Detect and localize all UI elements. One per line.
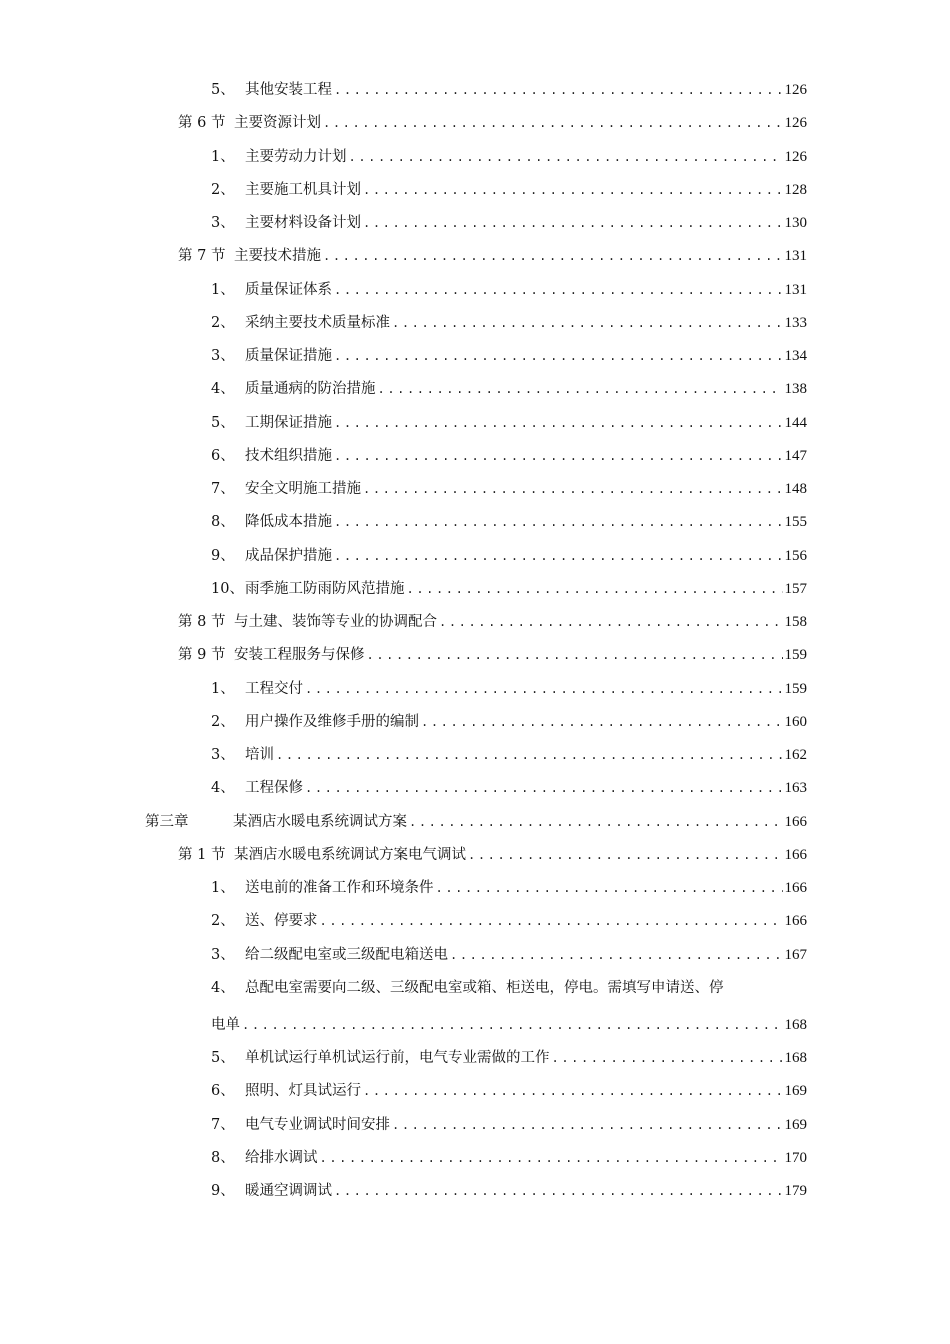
toc-entry-page-number: 167 [784, 946, 807, 963]
toc-entry-number: 1、 [211, 880, 235, 896]
toc-entry[interactable] [0, 506, 950, 539]
dot-leader [363, 174, 783, 207]
toc-entry-number: 6、 [211, 447, 235, 464]
toc-entry-page-number: 168 [784, 1016, 807, 1033]
dot-leader [363, 207, 783, 240]
toc-entry[interactable] [0, 540, 950, 573]
toc-entry-page-number: 162 [784, 747, 807, 763]
toc-entry[interactable] [0, 440, 950, 473]
toc-entry-page-number: 166 [784, 880, 807, 896]
toc-entry-number: 2、 [211, 314, 235, 331]
toc-entry[interactable] [0, 407, 950, 440]
toc-entry-number: 10、 [211, 580, 244, 597]
toc-entry[interactable] [0, 141, 950, 174]
toc-entry-page-number: 159 [784, 647, 807, 664]
toc-entry-page-number: 128 [784, 181, 807, 198]
toc-entry[interactable] [0, 1075, 950, 1108]
toc-entry-number: 6、 [211, 1083, 235, 1100]
toc-entry[interactable] [0, 1042, 950, 1075]
toc-entry-page-number: 130 [784, 215, 807, 231]
toc-entry-title: 送、停要求 [245, 913, 318, 930]
dot-leader [450, 939, 783, 972]
toc-entry-number: 3、 [211, 348, 235, 364]
toc-entry-title: 单机试运行单机试运行前，电气专业需做的工作 [245, 1050, 550, 1066]
toc-entry-page-number: 156 [784, 547, 807, 564]
toc-entry-title: 暖通空调调试 [245, 1183, 332, 1199]
table-of-contents [0, 74, 950, 1208]
dot-leader [334, 440, 783, 473]
toc-entry-page-number: 155 [784, 514, 807, 531]
dot-leader [305, 673, 783, 706]
toc-entry-number: 2、 [211, 713, 235, 730]
toc-entry-title: 质量保证措施 [245, 348, 332, 364]
toc-entry-page-number: 131 [784, 248, 807, 265]
toc-entry-number: 2、 [211, 181, 235, 198]
dot-leader [334, 74, 783, 107]
toc-entry[interactable] [0, 1142, 950, 1175]
toc-entry[interactable] [0, 473, 950, 506]
dot-leader [363, 473, 783, 506]
toc-entry-number: 4、 [211, 381, 235, 398]
toc-entry[interactable] [0, 107, 950, 140]
toc-entry-title: 成品保护措施 [245, 547, 332, 564]
toc-entry-title: 培训 [245, 747, 274, 763]
dot-leader [367, 639, 783, 672]
toc-entry-number: 1、 [211, 148, 235, 165]
dot-leader [334, 540, 783, 573]
toc-entry[interactable] [0, 373, 950, 406]
toc-entry-number: 1、 [211, 281, 235, 298]
toc-entry-title: 某酒店水暖电系统调试方案 [233, 813, 407, 830]
toc-entry-title: 送电前的准备工作和环境条件 [245, 880, 434, 896]
toc-entry-title: 其他安装工程 [245, 82, 332, 98]
toc-entry[interactable] [0, 739, 950, 772]
toc-entry-number: 2、 [211, 913, 235, 930]
toc-entry-page-number: 160 [784, 713, 807, 730]
toc-entry-number: 5、 [211, 414, 235, 431]
toc-entry-number: 第 7 节 [178, 248, 226, 265]
toc-entry-page-number: 138 [784, 381, 807, 398]
toc-entry[interactable] [0, 1175, 950, 1208]
toc-entry-title: 雨季施工防雨防风范措施 [245, 580, 405, 597]
toc-entry[interactable] [0, 939, 950, 972]
toc-entry-page-number: 131 [784, 281, 807, 298]
toc-entry-number: 3、 [211, 747, 235, 763]
dot-leader [320, 1142, 783, 1175]
toc-entry-page-number: 157 [784, 580, 807, 597]
dot-leader [439, 606, 783, 639]
toc-entry-title: 用户操作及维修手册的编制 [245, 713, 419, 730]
toc-entry[interactable] [0, 839, 950, 872]
toc-entry-number: 9、 [211, 1183, 235, 1199]
toc-entry[interactable] [0, 872, 950, 905]
toc-entry-page-number: 166 [784, 813, 807, 830]
toc-entry-number: 7、 [211, 1116, 235, 1133]
toc-entry-page-number: 144 [784, 414, 807, 431]
dot-leader [392, 1109, 783, 1142]
dot-leader [334, 407, 783, 440]
dot-leader [334, 1175, 783, 1208]
toc-entry-title: 电气专业调试时间安排 [245, 1116, 390, 1133]
toc-entry-page-number: 158 [784, 614, 807, 630]
toc-entry[interactable] [0, 1109, 950, 1142]
toc-entry-title: 工程交付 [245, 680, 303, 697]
toc-entry-title: 质量通病的防治措施 [245, 381, 376, 398]
toc-entry[interactable] [0, 340, 950, 373]
toc-entry-title: 主要技术措施 [234, 248, 321, 265]
toc-entry[interactable] [0, 972, 950, 1009]
toc-entry[interactable] [0, 806, 950, 839]
toc-entry[interactable] [0, 772, 950, 805]
toc-entry-page-number: 147 [784, 447, 807, 464]
toc-entry-number: 3、 [211, 946, 235, 963]
dot-leader [407, 573, 783, 606]
toc-entry-page-number: 166 [784, 913, 807, 930]
toc-entry-title: 主要材料设备计划 [245, 215, 361, 231]
dot-leader [349, 141, 783, 174]
toc-entry[interactable] [0, 307, 950, 340]
toc-entry-number: 8、 [211, 514, 235, 531]
toc-entry[interactable] [0, 74, 950, 107]
toc-entry-title: 给排水调试 [245, 1149, 318, 1166]
toc-entry-number: 3、 [211, 215, 235, 231]
toc-entry-title: 照明、灯具试运行 [245, 1083, 361, 1100]
toc-entry-title: 技术组织措施 [245, 447, 332, 464]
toc-entry-number: 1、 [211, 680, 235, 697]
toc-entry[interactable] [0, 639, 950, 672]
toc-entry-number: 第 8 节 [178, 614, 226, 630]
dot-leader [305, 772, 783, 805]
toc-entry-number: 7、 [211, 481, 235, 497]
toc-entry-page-number: 126 [784, 115, 807, 132]
dot-leader [323, 107, 783, 140]
toc-entry-number: 8、 [211, 1149, 235, 1166]
toc-entry-page-number: 148 [784, 481, 807, 497]
toc-entry-page-number: 169 [784, 1116, 807, 1133]
dot-leader [363, 1075, 783, 1108]
toc-entry-number: 第 6 节 [178, 115, 226, 132]
toc-entry[interactable] [0, 240, 950, 273]
dot-leader [276, 739, 783, 772]
dot-leader [378, 373, 783, 406]
toc-entry-number: 第三章 [145, 813, 189, 830]
toc-entry-title: 给二级配电室或三级配电箱送电 [245, 946, 448, 963]
toc-entry-page-number: 159 [784, 680, 807, 697]
toc-entry[interactable] [0, 606, 950, 639]
toc-entry-title-continuation: 电单 [211, 1016, 240, 1033]
toc-entry-title: 工程保修 [245, 780, 303, 797]
toc-entry[interactable] [0, 207, 950, 240]
toc-entry-page-number: 126 [784, 148, 807, 165]
dot-leader [334, 506, 783, 539]
dot-leader [323, 240, 783, 273]
dot-leader [436, 872, 783, 905]
dot-leader [409, 806, 783, 839]
dot-leader [552, 1042, 783, 1075]
dot-leader [392, 307, 783, 340]
toc-entry-title: 主要施工机具计划 [245, 181, 361, 198]
toc-entry-number: 9、 [211, 547, 235, 564]
toc-entry-page-number: 166 [784, 846, 807, 863]
toc-entry-page-number: 179 [784, 1183, 807, 1199]
toc-entry-title: 主要资源计划 [234, 115, 321, 132]
toc-entry-number: 5、 [211, 1050, 235, 1066]
toc-entry-title: 质量保证体系 [245, 281, 332, 298]
toc-entry-number: 第 9 节 [178, 647, 226, 664]
toc-entry[interactable] [0, 274, 950, 307]
toc-entry-title: 主要劳动力计划 [245, 148, 347, 165]
toc-entry-title: 工期保证措施 [245, 414, 332, 431]
toc-entry-number: 4、 [211, 780, 235, 797]
toc-entry-title: 总配电室需要向二级、三级配电室或箱、柜送电，停电。需填写申请送、停 [245, 979, 724, 996]
toc-entry-title: 安全文明施工措施 [245, 481, 361, 497]
toc-entry-page-number: 163 [784, 780, 807, 797]
toc-entry-page-number: 126 [784, 82, 807, 98]
dot-leader [334, 274, 783, 307]
toc-entry-page-number: 170 [784, 1149, 807, 1166]
dot-leader [334, 340, 783, 373]
toc-entry-title: 降低成本措施 [245, 514, 332, 531]
toc-entry[interactable] [0, 706, 950, 739]
toc-entry-title: 与土建、装饰等专业的协调配合 [234, 614, 437, 630]
dot-leader [468, 839, 783, 872]
toc-entry-number: 5、 [211, 82, 235, 98]
toc-entry[interactable] [0, 905, 950, 938]
toc-entry-title: 安装工程服务与保修 [234, 647, 365, 664]
toc-entry-number: 4、 [211, 979, 235, 996]
toc-entry-title: 某酒店水暖电系统调试方案电气调试 [234, 846, 466, 863]
toc-entry-page-number: 169 [784, 1083, 807, 1100]
toc-entry[interactable] [0, 573, 950, 606]
dot-leader [242, 1009, 783, 1042]
toc-entry-page-number: 133 [784, 314, 807, 331]
toc-entry[interactable] [0, 174, 950, 207]
toc-entry[interactable] [0, 673, 950, 706]
dot-leader [421, 706, 783, 739]
toc-entry-page-number: 168 [784, 1050, 807, 1066]
toc-entry-number: 第 1 节 [178, 846, 226, 863]
dot-leader [320, 905, 783, 938]
toc-entry-title: 采纳主要技术质量标准 [245, 314, 390, 331]
toc-entry-page-number: 134 [784, 348, 807, 364]
toc-entry-continuation[interactable] [0, 1009, 950, 1042]
